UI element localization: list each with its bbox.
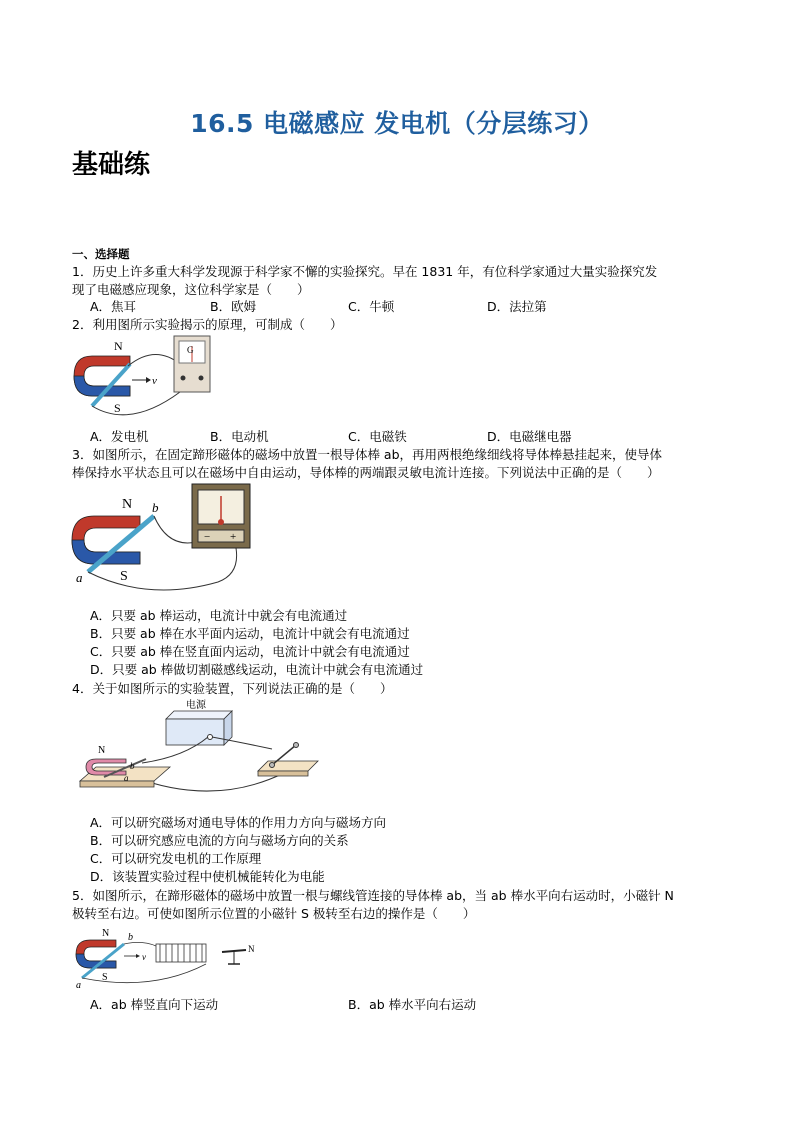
label-n: N	[114, 339, 123, 353]
section-heading: 一、选择题	[72, 247, 130, 261]
label-a: a	[76, 570, 83, 585]
q5-stem-line1: 5．如图所示，在蹄形磁体的磁场中放置一根与螺线管连接的导体棒 ab，当 ab 棒水平向右运动时，小磁针 N	[72, 888, 674, 903]
q5-option-a: A．ab 棒竖直向下运动	[90, 997, 219, 1012]
q3-stem-line2: 棒保持水平状态且可以在磁场中自由运动，导体棒的两端跟灵敏电流计连接。下列说法中正确的是（ ）	[72, 465, 660, 480]
q3-option-d: D．只要 ab 棒做切割磁感线运动，电流计中就会有电流通过	[90, 662, 424, 677]
section-subtitle: 基础练	[72, 150, 151, 180]
q2-option-b: B．电动机	[210, 429, 269, 444]
label-b: b	[130, 761, 135, 771]
label-s: S	[114, 401, 121, 415]
label-s: S	[102, 972, 108, 983]
q4-option-c: C．可以研究发电机的工作原理	[90, 851, 262, 866]
q2-option-c: C．电磁铁	[348, 429, 407, 444]
q5-option-b: B．ab 棒水平向右运动	[348, 997, 477, 1012]
q3-option-c: C．只要 ab 棒在竖直面内运动，电流计中就会有电流通过	[90, 644, 410, 659]
label-a: a	[76, 980, 81, 991]
q2-stem: 2．利用图所示实验揭示的原理，可制成（ ）	[72, 317, 343, 332]
galvanometer	[192, 484, 250, 548]
q2-figure	[70, 334, 220, 424]
label-minus: −	[204, 531, 211, 543]
label-n: N	[102, 928, 110, 939]
q4-stem: 4．关于如图所示的实验装置，下列说法正确的是（ ）	[72, 681, 393, 696]
label-plus: +	[230, 531, 237, 543]
q1-option-a: A．焦耳	[90, 299, 137, 314]
wire	[154, 516, 196, 543]
q1-stem-line2: 现了电磁感应现象，这位科学家是（ ）	[72, 282, 310, 297]
label-a: a	[124, 773, 129, 783]
compass-needle	[222, 944, 255, 964]
label-b: b	[152, 500, 159, 515]
q3-stem-line1: 3．如图所示，在固定蹄形磁体的磁场中放置一根导体棒 ab，再用两根绝缘细线将导体棒悬挂起来，使导体	[72, 447, 663, 462]
q5-stem-line2: 极转至右边。可使如图所示位置的小磁针 S 极转至右边的操作是（ ）	[72, 906, 476, 921]
q4-option-b: B．可以研究感应电流的方向与磁场方向的关系	[90, 833, 349, 848]
label-b: b	[128, 932, 133, 943]
galvanometer	[174, 336, 210, 392]
label-needle-n: N	[248, 944, 255, 954]
q4-figure	[74, 697, 324, 807]
q4-option-a: A．可以研究磁场对通电导体的作用力方向与磁场方向	[90, 815, 387, 830]
q1-option-c: C．牛顿	[348, 299, 395, 314]
power-supply	[166, 698, 232, 745]
label-v: v	[142, 952, 146, 962]
q1-option-d: D．法拉第	[487, 299, 547, 314]
q2-option-a: A．发电机	[90, 429, 149, 444]
wire	[124, 942, 156, 946]
q3-figure	[68, 482, 268, 604]
q2-option-d: D．电磁继电器	[487, 429, 572, 444]
conductor-rod	[92, 364, 130, 406]
q4-option-d: D．该装置实验过程中使机械能转化为电能	[90, 869, 325, 884]
solenoid	[156, 944, 206, 962]
label-n: N	[122, 497, 133, 512]
q3-option-a: A．只要 ab 棒运动，电流计中就会有电流通过	[90, 608, 348, 623]
label-power: 电源	[186, 700, 206, 711]
label-g: G	[187, 345, 194, 355]
page-title: 16.5 电磁感应 发电机（分层练习）	[190, 109, 604, 138]
label-v: v	[152, 375, 157, 387]
label-n: N	[98, 745, 106, 756]
wire	[128, 354, 180, 366]
q5-figure	[72, 924, 272, 994]
q1-option-b: B．欧姆	[210, 299, 257, 314]
q3-option-b: B．只要 ab 棒在水平面内运动，电流计中就会有电流通过	[90, 626, 410, 641]
label-s: S	[120, 569, 128, 584]
q1-stem-line1: 1．历史上许多重大科学发现源于科学家不懈的实验探究。早在 1831 年，有位科学家通过大量实验探究发	[72, 264, 658, 279]
